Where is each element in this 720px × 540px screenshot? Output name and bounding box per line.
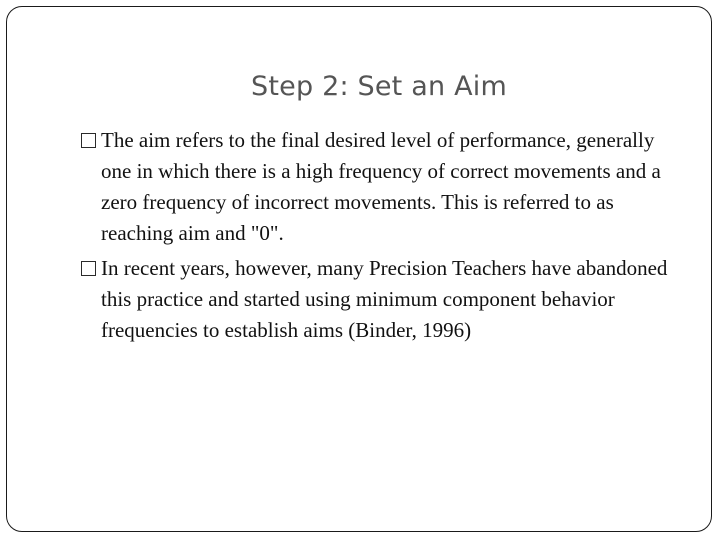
checkbox-bullet-icon xyxy=(81,133,96,148)
bullet-item xyxy=(83,253,683,346)
bullet-list xyxy=(83,125,683,350)
bullet-item xyxy=(83,125,683,249)
bullet-text: The aim refers to the final desired level of performance, generally one in which there is a high frequency of correct movements and a zero frequency of incorrect movements. This is referred to as reaching aim and "0". xyxy=(101,128,661,245)
checkbox-bullet-icon xyxy=(81,261,96,276)
slide-title: Step 2: Set an Aim xyxy=(251,71,507,102)
slide-frame xyxy=(6,6,712,532)
bullet-text: In recent years, however, many Precision Teachers have abandoned this practice and started using minimum component behavior frequencies to establish aims (Binder, 1996) xyxy=(101,256,668,342)
